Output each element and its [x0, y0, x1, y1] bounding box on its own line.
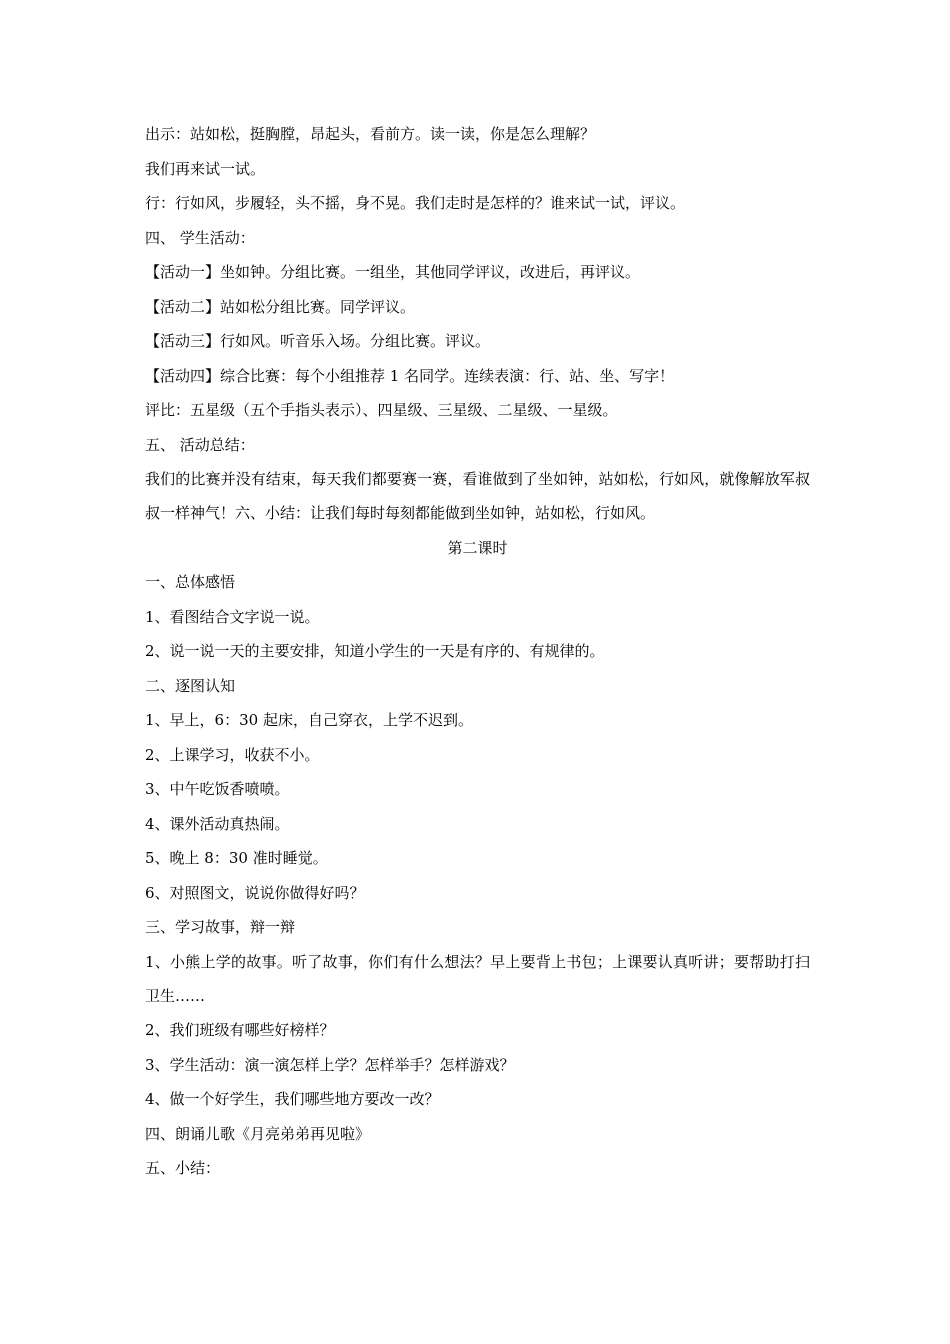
text-line: 1、早上，6：30 起床，自己穿衣，上学不迟到。 [145, 711, 473, 729]
text-line: 1、看图结合文字说一说。 [145, 607, 320, 626]
text-line: 评比：五星级（五个手指头表示）、四星级、三星级、二星级、一星级。 [145, 401, 618, 419]
summary-paragraph: 我们的比赛并没有结束，每天我们都要赛一赛，看谁做到了坐如钟，站如松，行如风，就像解放军叔叔一样神气！六、小结：让我们每时每刻都能做到坐如钟，站如松，行如风。 [145, 470, 810, 522]
text-line: 2、说一说一天的主要安排，知道小学生的一天是有序的、有规律的。 [145, 642, 605, 660]
section-heading: 四、 学生活动： [145, 228, 255, 247]
text-line: 出示：站如松，挺胸膛，昂起头，看前方。读一读，你是怎么理解？ [145, 125, 596, 143]
text-line: 6、对照图文，说说你做得好吗？ [145, 883, 365, 902]
activity-line: 【活动二】站如松分组比赛。同学评议。 [145, 297, 416, 316]
text-line: 3、学生活动：演一演怎样上学？怎样举手？怎样游戏？ [145, 1055, 515, 1074]
text-line: 2、我们班级有哪些好榜样？ [145, 1021, 335, 1039]
section-heading: 五、 活动总结： [145, 435, 255, 454]
section-heading: 四、朗诵儿歌《月亮弟弟再见啦》 [145, 1124, 371, 1143]
section-heading: 三、学习故事，辩一辩 [145, 918, 296, 936]
document-page [145, 124, 810, 1193]
activity-line: 【活动一】坐如钟。分组比赛。一组坐，其他同学评议，改进后，再评议。 [145, 263, 641, 281]
text-line: 3、中午吃饭香喷喷。 [145, 780, 290, 798]
lesson-title: 第二课时 [447, 538, 508, 557]
section-heading: 二、逐图认知 [145, 676, 236, 695]
section-heading: 一、总体感悟 [145, 573, 236, 591]
text-line: 2、上课学习，收获不小。 [145, 745, 320, 764]
section-heading: 五、小结： [145, 1159, 221, 1177]
text-line: 4、课外活动真热闹。 [145, 814, 290, 833]
text-line: 5、晚上 8：30 准时睡觉。 [145, 849, 328, 867]
activity-line: 【活动三】行如风。听音乐入场。分组比赛。评议。 [145, 332, 491, 350]
story-paragraph: 1、小熊上学的故事。听了故事，你们有什么想法？早上要背上书包；上课要认真听讲；要帮助打扫卫生…… [145, 952, 810, 1005]
text-line: 我们再来试一试。 [145, 159, 266, 178]
text-line: 行：行如风，步履轻，头不摇，身不晃。我们走时是怎样的？谁来试一试，评议。 [145, 194, 686, 212]
activity-line: 【活动四】综合比赛：每个小组推荐 1 名同学。连续表演：行、站、坐、写字！ [145, 366, 675, 385]
text-line: 4、做一个好学生，我们哪些地方要改一改？ [145, 1090, 440, 1108]
